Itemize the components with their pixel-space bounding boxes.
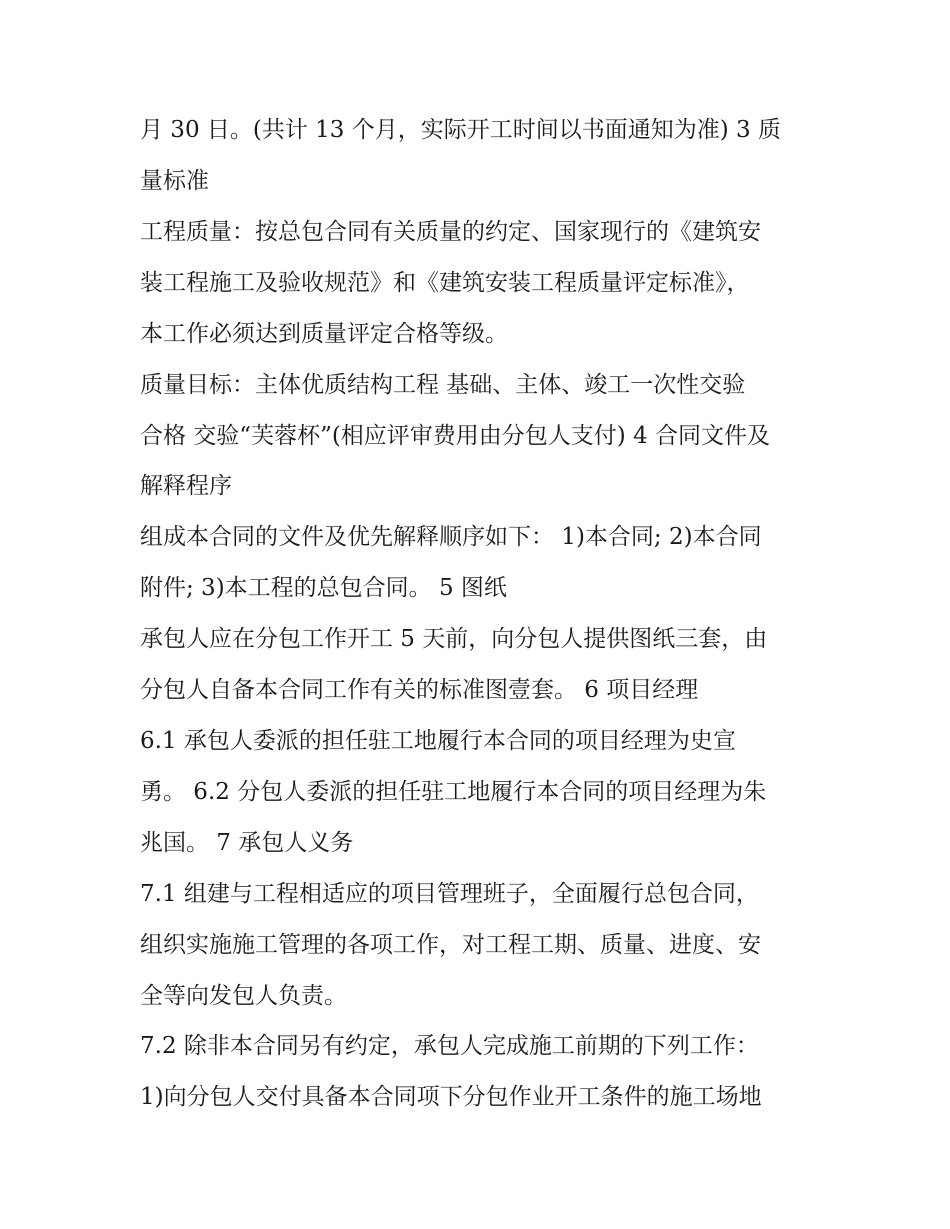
text-line: 组织实施施工管理的各项工作，对工程工期、质量、进度、安 [140,932,761,958]
text-line: 7.2 除非本合同另有约定，承包人完成施工前期的下列工作： [140,1033,759,1059]
text-line: 附件; 3)本工程的总包合同。 5 图纸 [140,575,507,601]
text-line: 6.1 承包人委派的担任驻工地履行本合同的项目经理为史宣 [140,728,736,754]
text-line: 组成本合同的文件及优先解释顺序如下： 1)本合同; 2)本合同 [140,524,762,550]
text-line: 工程质量：按总包合同有关质量的约定、国家现行的《建筑安 [140,219,761,245]
text-line: 勇。 6.2 分包人委派的担任驻工地履行本合同的项目经理为朱 [140,779,767,805]
text-line: 全等向发包人负责。 [140,983,347,1009]
text-line: 7.1 组建与工程相适应的项目管理班子，全面履行总包合同， [140,881,759,907]
text-line: 量标准 [140,168,209,194]
text-line: 承包人应在分包工作开工 5 天前，向分包人提供图纸三套，由 [140,626,768,652]
text-line: 质量目标：主体优质结构工程 基础、主体、竣工一次性交验 [140,372,746,398]
text-line: 月 30 日。(共计 13 个月，实际开工时间以书面通知为准) 3 质 [140,117,781,143]
text-line: 兆国。 7 承包人义务 [140,830,354,856]
text-line: 分包人自备本合同工作有关的标准图壹套。 6 项目经理 [140,677,699,703]
text-line: 解释程序 [140,473,232,499]
text-line: 本工作必须达到质量评定合格等级。 [140,321,508,347]
text-line: 合格 交验“芙蓉杯”(相应评审费用由分包人支付) 4 合同文件及 [140,423,771,449]
text-line: 装工程施工及验收规范》和《建筑安装工程质量评定标准》， [140,270,750,296]
text-line: 1)向分包人交付具备本合同项下分包作业开工条件的施工场地 [140,1084,762,1110]
